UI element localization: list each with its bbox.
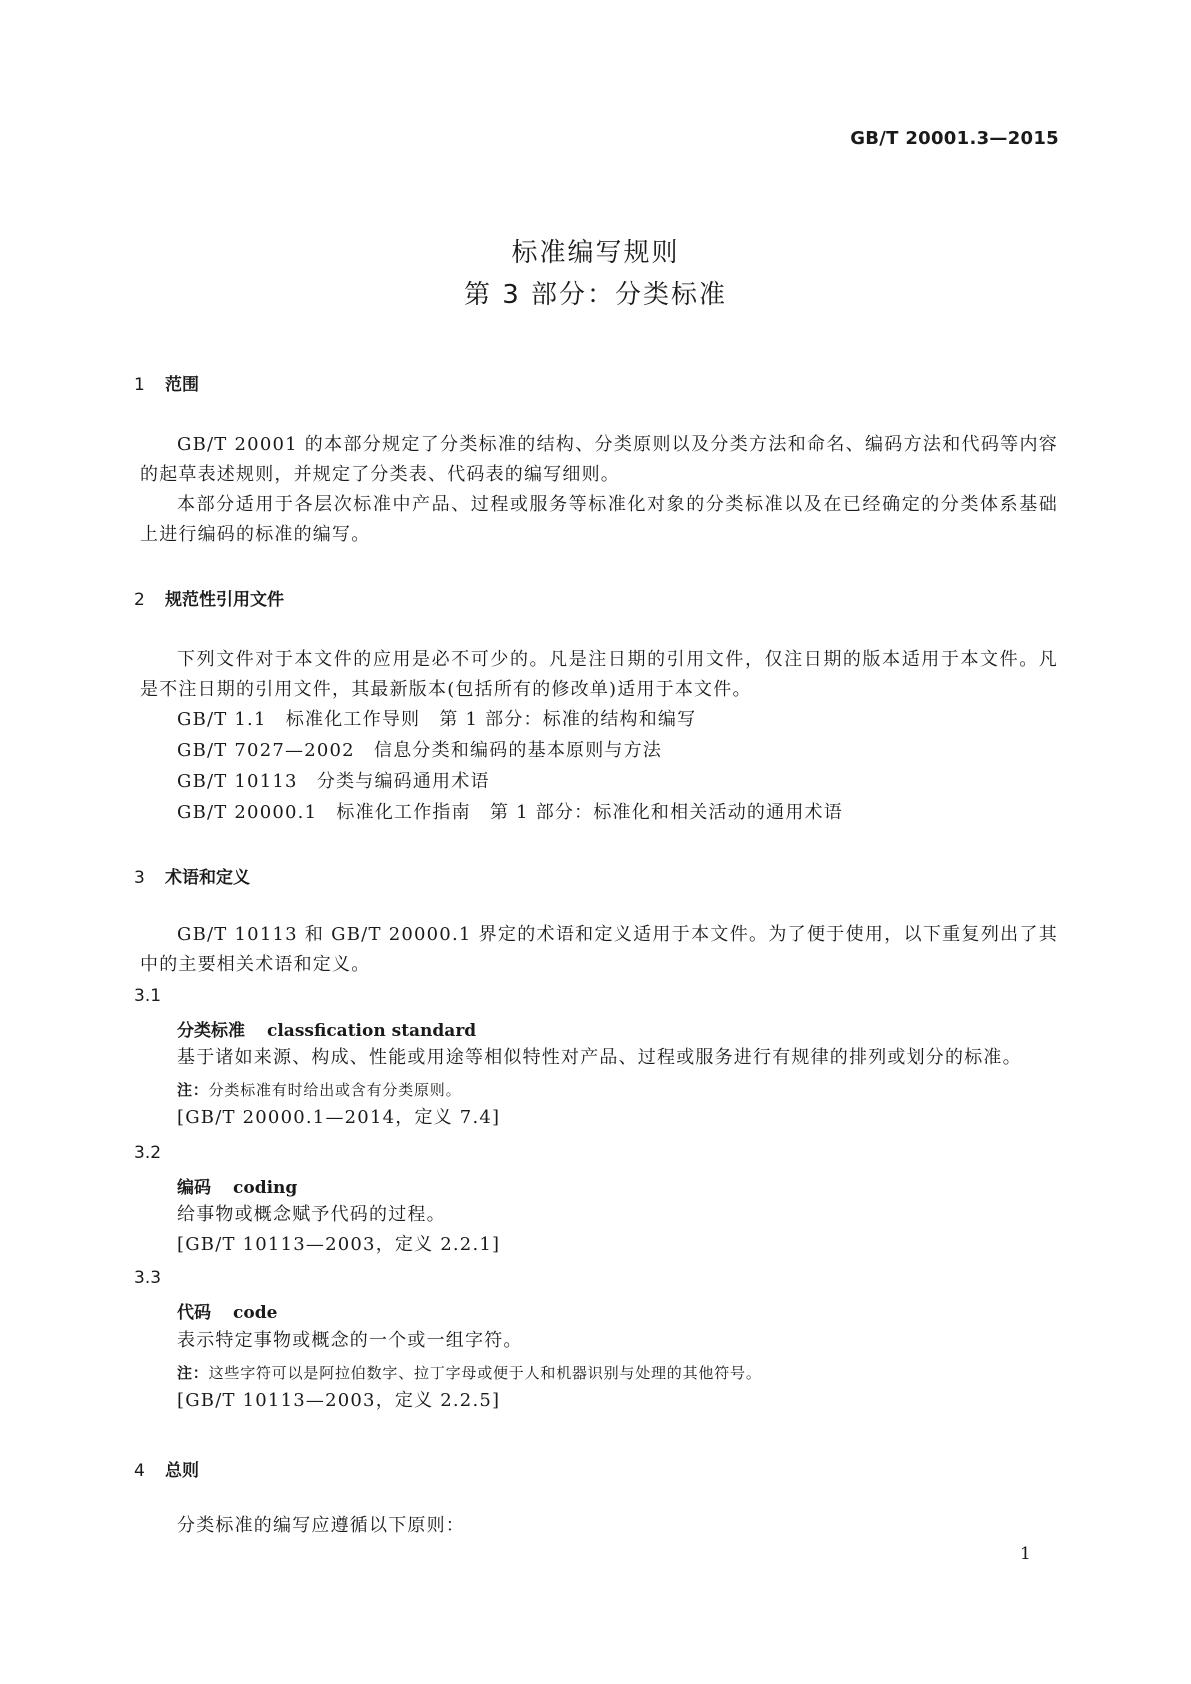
section-4-heading bbox=[134, 1456, 199, 1481]
term-name-en: code bbox=[233, 1303, 278, 1323]
document-title: 标准编写规则 bbox=[511, 238, 680, 268]
note-text: 这些字符可以是阿拉伯数字、拉丁字母或便于人和机器识别与处理的其他符号。 bbox=[208, 1364, 762, 1382]
page-number: 1 bbox=[1020, 1544, 1031, 1564]
term-number: 3.1 bbox=[134, 986, 162, 1006]
normative-reference: GB/T 7027—2002 信息分类和编码的基本原则与方法 bbox=[177, 740, 663, 761]
term-name-en: classfication standard bbox=[267, 1021, 477, 1041]
note-text: 分类标准有时给出或含有分类原则。 bbox=[208, 1081, 462, 1099]
document-subtitle: 第 3 部分：分类标准 bbox=[463, 280, 728, 310]
section-4-paragraph-1: 分类标准的编写应遵循以下原则： bbox=[177, 1515, 465, 1536]
term-definition: 基于诸如来源、构成、性能或用途等相似特性对产品、过程或服务进行有规律的排列或划分的标准。 bbox=[177, 1047, 1022, 1068]
standard-code: GB/T 20001.3—2015 bbox=[850, 128, 1059, 149]
section-2-paragraph-1: 下列文件对于本文件的应用是必不可少的。凡是注日期的引用文件，仅注日期的版本适用于本文件。凡是不注日期的引用文件，其最新版本(包括所有的修改单)适用于本文件。 bbox=[140, 649, 1058, 700]
section-number: 2 bbox=[134, 590, 145, 610]
term-name-zh: 编码 bbox=[177, 1178, 211, 1198]
section-2-heading bbox=[134, 585, 284, 610]
term-heading bbox=[177, 1173, 297, 1198]
section-1-paragraph-2: 本部分适用于各层次标准中产品、过程或服务等标准化对象的分类标准以及在已经确定的分类体系基础上进行编码的标准的编写。 bbox=[140, 494, 1058, 545]
section-3-paragraph-1: GB/T 10113 和 GB/T 20000.1 界定的术语和定义适用于本文件。为了便于使用，以下重复列出了其中的主要相关术语和定义。 bbox=[140, 924, 1058, 975]
term-number: 3.3 bbox=[134, 1268, 162, 1288]
term-name-zh: 分类标准 bbox=[177, 1021, 245, 1041]
section-number: 4 bbox=[134, 1461, 145, 1481]
section-title: 术语和定义 bbox=[165, 868, 250, 888]
term-definition: 表示特定事物或概念的一个或一组字符。 bbox=[177, 1330, 523, 1351]
term-name-en: coding bbox=[233, 1178, 298, 1198]
section-number: 3 bbox=[134, 868, 145, 888]
section-number: 1 bbox=[134, 375, 145, 395]
note-label: 注： bbox=[177, 1364, 209, 1382]
normative-reference: GB/T 10113 分类与编码通用术语 bbox=[177, 771, 490, 792]
term-source: [GB/T 10113—2003，定义 2.2.5] bbox=[177, 1390, 501, 1411]
term-name-zh: 代码 bbox=[177, 1303, 211, 1323]
term-note bbox=[177, 1079, 461, 1100]
term-note bbox=[177, 1362, 762, 1383]
section-title: 范围 bbox=[165, 375, 199, 395]
section-1-heading bbox=[134, 370, 199, 395]
note-label: 注： bbox=[177, 1081, 209, 1099]
term-source: [GB/T 10113—2003，定义 2.2.1] bbox=[177, 1234, 501, 1255]
section-title: 规范性引用文件 bbox=[165, 590, 284, 610]
normative-reference: GB/T 1.1 标准化工作导则 第 1 部分：标准的结构和编写 bbox=[177, 709, 697, 730]
section-3-heading bbox=[134, 863, 250, 888]
normative-reference: GB/T 20000.1 标准化工作指南 第 1 部分：标准化和相关活动的通用术语 bbox=[177, 802, 843, 823]
term-heading bbox=[177, 1016, 476, 1041]
term-definition: 给事物或概念赋予代码的过程。 bbox=[177, 1204, 446, 1225]
term-heading bbox=[177, 1298, 277, 1323]
term-source: [GB/T 20000.1—2014，定义 7.4] bbox=[177, 1107, 501, 1128]
section-1-paragraph-1: GB/T 20001 的本部分规定了分类标准的结构、分类原则以及分类方法和命名、编码方法和代码等内容的起草表述规则，并规定了分类表、代码表的编写细则。 bbox=[140, 434, 1058, 485]
section-title: 总则 bbox=[165, 1461, 199, 1481]
term-number: 3.2 bbox=[134, 1143, 162, 1163]
